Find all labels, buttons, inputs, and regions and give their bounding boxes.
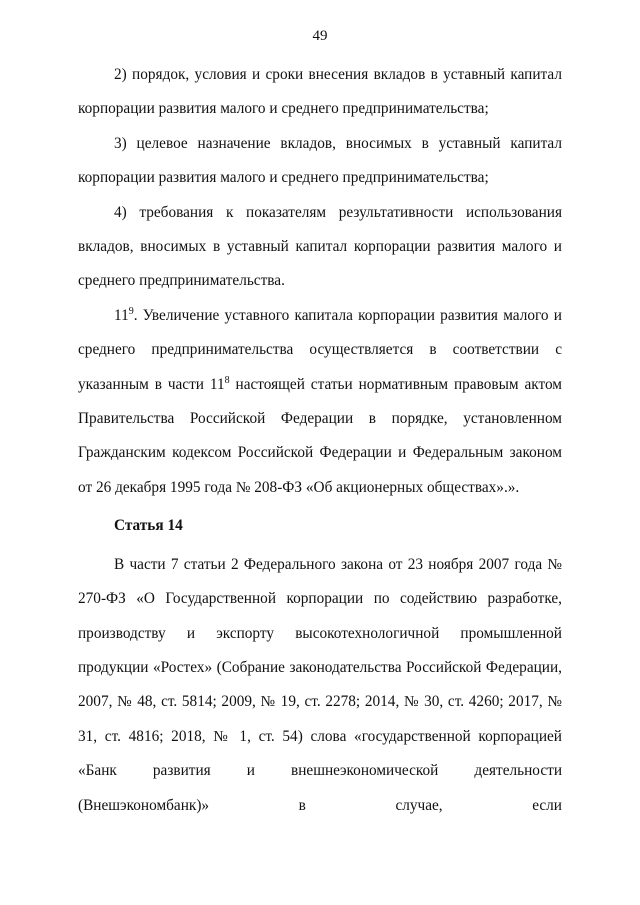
article-14-paragraph: В части 7 статьи 2 Федерального закона от 23 ноября 2007 года № 270-ФЗ «О Государственной корпорации по содействию разработке, производству и экспорту высокотехнологичной промышленной продукции «Ростех» (Собрание законодательства Российской Федерации, 2007, № 48, ст. 5814; 2009, № 19, ст. 2278; 2014, № 30, ст. 4260; 2017, № 31, ст. 4816; 2018, № 1, ст. 54) слова «государственной корпорацией «Банк развития и внешнеэкономической деятельности (Внешэкономбанк)» в случае, если <box>78 555 562 814</box>
part-number-superscript: 9 <box>128 305 134 317</box>
paragraph-part-11-9 <box>78 299 562 505</box>
paragraph-item-4: 4) требования к показателям результативности использования вкладов, вносимых в уставный капитал корпорации развития малого и среднего предпринимательства. <box>78 203 562 290</box>
document-body <box>78 58 562 823</box>
paragraph-item-2: 2) порядок, условия и сроки внесения вкладов в уставный капитал корпорации развития малого и среднего предпринимательства; <box>78 66 562 118</box>
page-number: 49 <box>312 28 328 44</box>
part-text-start: . Увеличение уставного капитала корпорации развития малого и среднего предпринимательства осуществляется в соответствии с указанным в части 11 <box>78 306 562 393</box>
part-number: 11 <box>114 306 129 324</box>
part-text-end: настоящей статьи нормативным правовым актом Правительства Российской Федерации в порядке, установленном Гражданским кодексом Российской Федерации и Федеральным законом от 26 декабря 1995 года № 208-ФЗ «Об акционерных обществах».». <box>78 375 562 496</box>
article-heading: Статья 14 <box>114 517 183 535</box>
reference-superscript: 8 <box>224 374 230 386</box>
paragraph-item-3: 3) целевое назначение вкладов, вносимых в уставный капитал корпорации развития малого и среднего предпринимательства; <box>78 134 562 187</box>
